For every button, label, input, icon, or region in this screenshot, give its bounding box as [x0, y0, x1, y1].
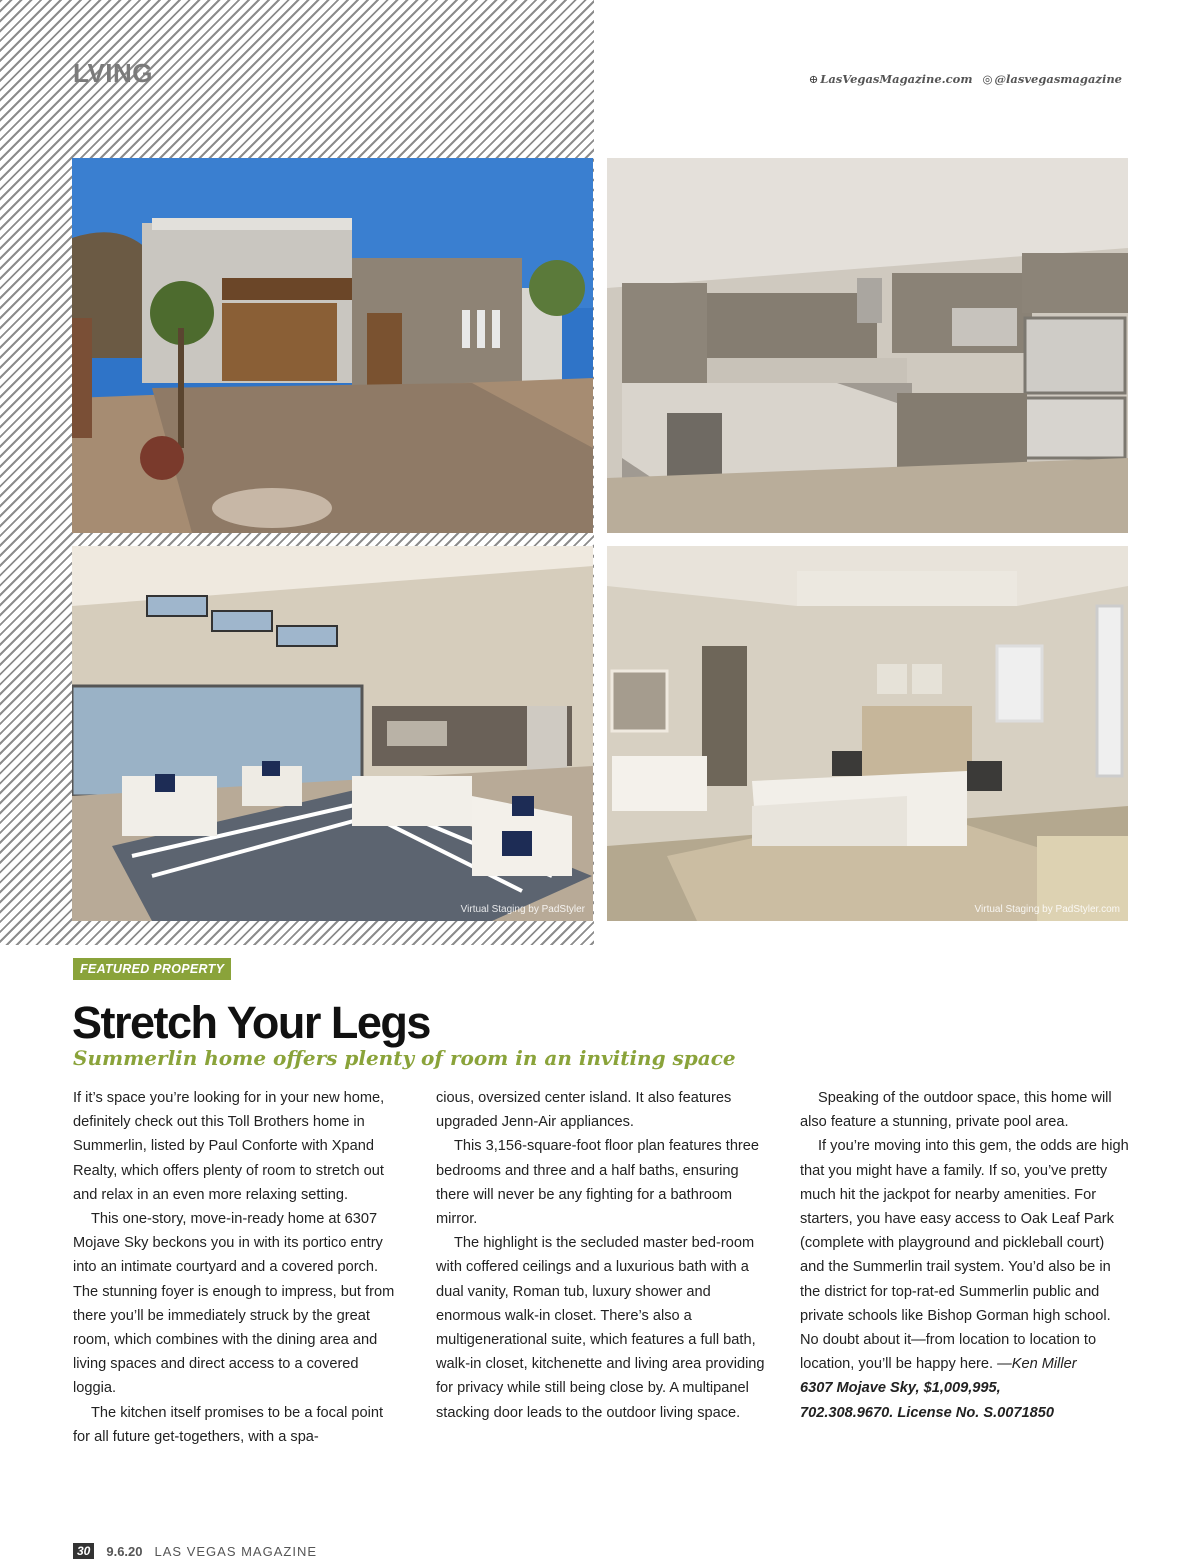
listing-address: 6307 Mojave Sky, $1,009,995, — [800, 1380, 1001, 1397]
photo-credit-living: Virtual Staging by PadStyler — [460, 904, 585, 915]
byline: —Ken Miller — [997, 1356, 1077, 1373]
social-links — [809, 72, 1122, 86]
featured-tag: FEATURED PROPERTY — [73, 958, 231, 980]
paragraph: If it’s space you’re looking for in your new home, definitely check out this Toll Brothers home in Summerlin, listed by Paul Conforte with Xpand Realty, which offers plenty of room to stretch out and relax in an even more relaxing setting. — [73, 1090, 385, 1203]
listing-contact: 702.308.9670. License No. S.0071850 — [800, 1404, 1054, 1421]
website-link[interactable]: ⊕ LasVegasMagazine.com — [808, 72, 973, 86]
paragraph: The highlight is the secluded master bed-room with coffered ceilings and a luxurious bath with a dual vanity, Roman tub, luxury shower and enormous walk-in closet. There’s also a multigenerational suite, which features a full bath, walk-in closet, kitchenette and living area providing for privacy while still being close by. A multipanel stacking door leads to the outdoor living space. — [436, 1235, 765, 1421]
paragraph: The kitchen itself promises to be a focal point for all future get-togethers, with a spa- — [73, 1404, 384, 1445]
paragraph: This 3,156-square-foot floor plan features three bedrooms and three and a half baths, ensuring there will never be any fighting for a bathroom mirror. — [436, 1138, 760, 1228]
article-title: Stretch Your Legs — [72, 997, 430, 1048]
instagram-icon: ◎ — [982, 72, 993, 86]
paragraph: cious, oversized center island. It also features upgraded Jenn-Air appliances. — [436, 1090, 732, 1131]
photo-kitchen — [607, 158, 1128, 533]
section-label: LVING — [73, 58, 154, 88]
article-column-1 — [73, 1086, 403, 1449]
photo-exterior — [72, 158, 593, 533]
page-number: 30 — [73, 1543, 94, 1559]
paragraph: Speaking of the outdoor space, this home will also feature a stunning, private pool area. — [800, 1090, 1112, 1131]
photo-bedroom — [607, 546, 1128, 921]
photo-credit-bedroom: Virtual Staging by PadStyler.com — [974, 904, 1120, 915]
magazine-name: LAS VEGAS MAGAZINE — [154, 1543, 318, 1559]
article-column-2 — [436, 1086, 766, 1425]
paragraph: This one-story, move-in-ready home at 6307 Mojave Sky beckons you in with its portico entry into an intimate courtyard and a covered porch. The stunning foyer is enough to impress, but from there you’ll be immediately struck by the great room, which combines with the dining area and living spaces and direct access to a covered loggia. — [73, 1211, 395, 1397]
globe-icon: ⊕ — [808, 72, 819, 86]
paragraph: If you’re moving into this gem, the odds are high that you might have a family. If so, you’ve pretty much hit the jackpot for nearby amenities. For starters, you have easy access to Oak Leaf Park (complete with playground and pickleball court) and the Summerlin trail system. You’d also be in the district for top-rat-ed Summerlin public and private schools like Bishop Gorman high school. No doubt about it—from location to location to location, you’ll be happy here. —Ken Miller — [800, 1138, 1129, 1373]
page-footer — [73, 1543, 317, 1559]
issue-date: 9.6.20 — [106, 1543, 143, 1559]
article-subtitle: Summerlin home offers plenty of room in an inviting space — [73, 1046, 736, 1070]
instagram-link[interactable]: ◎ @lasvegasmagazine — [982, 72, 1122, 86]
photo-living-room — [72, 546, 593, 921]
article-column-3 — [800, 1086, 1130, 1425]
